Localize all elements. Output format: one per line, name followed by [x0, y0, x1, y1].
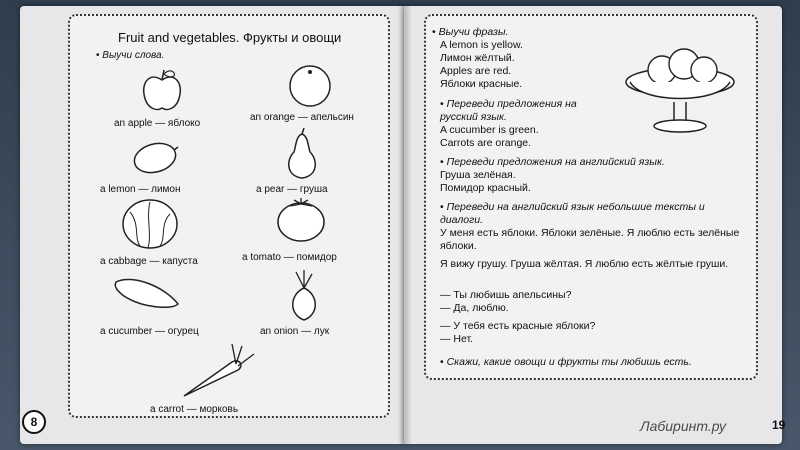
translate-ru-line-1: A cucumber is green. — [440, 124, 539, 136]
word-lemon: a lemon — лимон — [100, 184, 181, 195]
word-carrot: a carrot — морковь — [150, 404, 239, 415]
word-orange: an orange — апельсин — [250, 112, 354, 123]
task-translate-to-russian: • Переведи предложения на русский язык. — [440, 98, 610, 124]
dialog-2-line-1: — У тебя есть красные яблоки? — [440, 320, 596, 332]
phrase-3: Apples are red. — [440, 65, 512, 77]
page-title: Fruit and vegetables. Фрукты и овощи — [118, 30, 342, 45]
book-gutter — [398, 6, 412, 444]
word-pear: a pear — груша — [256, 184, 328, 195]
phrase-1: A lemon is yellow. — [440, 39, 523, 51]
task-learn-phrases: • Выучи фразы. — [432, 26, 509, 39]
translate-en-line-2: Помидор красный. — [440, 182, 531, 194]
text-apples: У меня есть яблоки. Яблоки зелёные. Я люблю есть зелёные яблоки. — [440, 227, 740, 252]
task-translate-to-english: • Переведи предложения на английский язык. — [440, 156, 665, 169]
cucumber-icon — [112, 272, 182, 312]
fruit-bowl-icon — [622, 40, 738, 136]
word-onion: an onion — лук — [260, 326, 330, 337]
task-learn-words: • Выучи слова. — [96, 50, 164, 61]
page-number-right: 19 — [772, 418, 786, 432]
dialog-2-line-2: — Нет. — [440, 333, 474, 345]
apple-icon — [140, 68, 184, 114]
translate-ru-line-2: Carrots are orange. — [440, 137, 532, 149]
translate-en-line-1: Груша зелёная. — [440, 169, 516, 181]
lemon-icon — [130, 140, 180, 176]
watermark: Лабиринт.ру — [640, 418, 727, 434]
word-cucumber: a cucumber — огурец — [100, 326, 199, 337]
text-pear: Я вижу грушу. Груша жёлтая. Я люблю есть жёлтые груши. — [440, 258, 729, 270]
tomato-icon — [276, 198, 326, 242]
word-apple: an apple — яблоко — [114, 118, 201, 129]
word-tomato: a tomato — помидор — [242, 252, 337, 263]
dialog-1-line-1: — Ты любишь апельсины? — [440, 289, 572, 301]
onion-icon — [282, 270, 326, 322]
word-cabbage: a cabbage — капуста — [100, 256, 198, 267]
cabbage-icon — [120, 198, 180, 250]
task-translate-texts: • Переведи на английский язык небольшие тексты и диалоги. — [440, 201, 740, 227]
carrot-icon — [180, 340, 260, 400]
orange-icon — [288, 64, 332, 108]
dialog-1-line-2: — Да, люблю. — [440, 302, 509, 314]
phrase-2: Лимон жёлтый. — [440, 52, 515, 64]
pear-icon — [282, 128, 322, 182]
task-say-favorites: • Скажи, какие овощи и фрукты ты любишь есть. — [440, 356, 692, 369]
phrase-4: Яблоки красные. — [440, 78, 523, 90]
page-number-left: 8 — [22, 410, 46, 434]
